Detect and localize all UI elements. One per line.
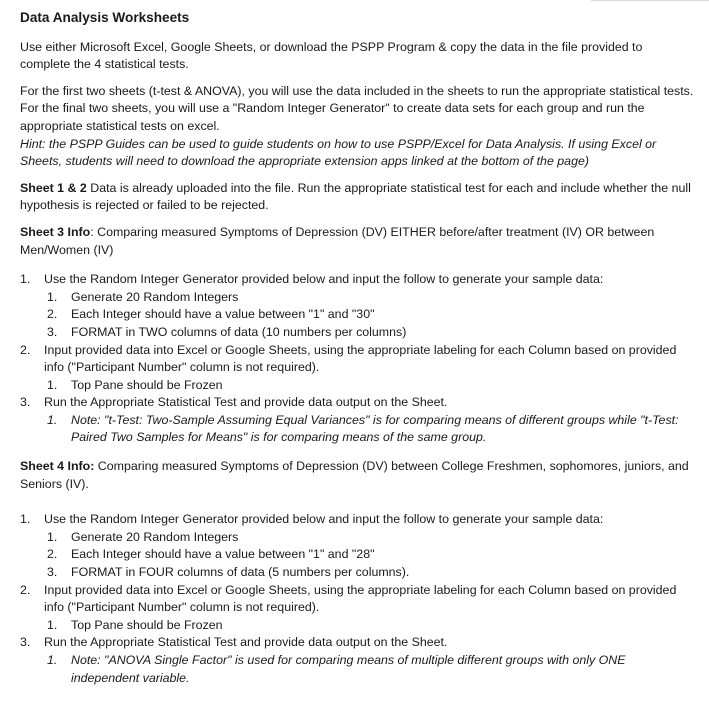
list-number: 3. [47,565,58,580]
sheet3-label: Sheet 3 Info [20,224,91,239]
sub-list-item [20,546,696,564]
list-item [20,634,696,652]
sheet12-label: Sheet 1 & 2 [20,180,87,195]
instructions-block [20,83,696,171]
list-item-text: Input provided data into Excel or Google Sheets, using the appropriate labeling for each Column based on provided info ("Participant Number" column is not required). [44,582,677,615]
sub-list-item [20,289,696,307]
sheet3-text: : Comparing measured Symptoms of Depression (DV) EITHER before/after treatment (IV) OR between Men/Women (IV) [20,224,655,257]
page-edge-line [591,0,709,1]
list-item-text: Top Pane should be Frozen [71,377,223,392]
list-number: 1. [47,529,58,544]
list-item-text: FORMAT in TWO columns of data (10 numbers per columns) [71,324,407,339]
list-item-text: Generate 20 Random Integers [71,289,239,304]
document-title: Data Analysis Worksheets [20,10,190,25]
list-number: 1. [47,377,58,392]
list-item [20,511,696,529]
list-number: 1. [47,653,58,667]
list-number: 1. [47,617,58,632]
list-item-text: Use the Random Integer Generator provided below and input the follow to generate your sample data: [44,272,604,287]
list-item-text: Run the Appropriate Statistical Test and provide data output on the Sheet. [44,395,448,410]
sub-list-item [20,652,696,687]
list-item-text: Each Integer should have a value between "1" and "30" [71,307,375,322]
list-item [20,394,696,412]
list-item-text: Each Integer should have a value between "1" and "28" [71,547,375,562]
list-number: 3. [20,395,31,410]
list-item-text: Generate 20 Random Integers [71,529,239,544]
list-number: 1. [20,272,31,287]
list-item-text: Top Pane should be Frozen [71,617,223,632]
sub-list-item [20,412,696,447]
worksheet-document [20,9,696,687]
sheet4-steps-list [20,511,696,687]
sheet3-steps-list [20,271,696,447]
sheet4-text: Comparing measured Symptoms of Depression (DV) between College Freshmen, sophomores, juniors, and Seniors (IV). [20,459,689,491]
sheet12-paragraph [20,180,696,215]
list-item [20,582,696,617]
sub-list-item [20,564,696,582]
first-two-paragraph: For the first two sheets (t-test & ANOVA), you will use the data included in the sheets to run the appropriate statistical tests. For the final two sheets, you will use a "Random Integer Generator" to create data sets for each group and run the appropriate statistical tests on excel. [20,83,694,133]
sheet4-paragraph [20,458,696,493]
list-item [20,342,696,377]
sub-list-item [20,617,696,635]
list-number: 1. [47,412,58,427]
list-number: 2. [20,342,31,357]
list-number: 1. [20,512,31,527]
list-item-text: Note: "ANOVA Single Factor" is used for comparing means of multiple different groups with only ONE independent variable. [71,653,626,685]
list-item-text: Input provided data into Excel or Google Sheets, using the appropriate labeling for each Column based on provided info ("Participant Number" column is not required). [44,342,677,375]
list-number: 3. [47,324,58,339]
intro-paragraph: Use either Microsoft Excel, Google Sheets, or download the PSPP Program & copy the data in the file provided to complete the 4 statistical tests. [20,39,643,72]
list-item [20,271,696,289]
sheet3-paragraph [20,224,696,259]
sheet4-label: Sheet 4 Info: [20,459,95,474]
list-item-text: Note: "t-Test: Two-Sample Assuming Equal Variances" is for comparing means of different groups while "t-Test: Paired Two Samples for Means" is for comparing means of the same group. [71,412,679,445]
list-item-text: Run the Appropriate Statistical Test and provide data output on the Sheet. [44,635,448,650]
sub-list-item [20,306,696,324]
sub-list-item [20,324,696,342]
sub-list-item [20,529,696,547]
list-number: 2. [20,582,31,597]
list-item-text: FORMAT in FOUR columns of data (5 numbers per columns). [71,565,410,580]
list-item-text: Use the Random Integer Generator provided below and input the follow to generate your sample data: [44,512,604,527]
list-number: 2. [47,307,58,322]
list-number: 2. [47,547,58,562]
hint-paragraph: Hint: the PSPP Guides can be used to guide students on how to use PSPP/Excel for Data Analysis. If using Excel or Sheets, students will need to download the appropriate extension apps linked at the bottom of the page) [20,136,657,169]
list-number: 1. [47,289,58,304]
sub-list-item [20,377,696,395]
list-number: 3. [20,635,31,650]
sheet12-text: Data is already uploaded into the file. Run the appropriate statistical test for each and include whether the null hypothesis is rejected or failed to be rejected. [20,180,691,213]
